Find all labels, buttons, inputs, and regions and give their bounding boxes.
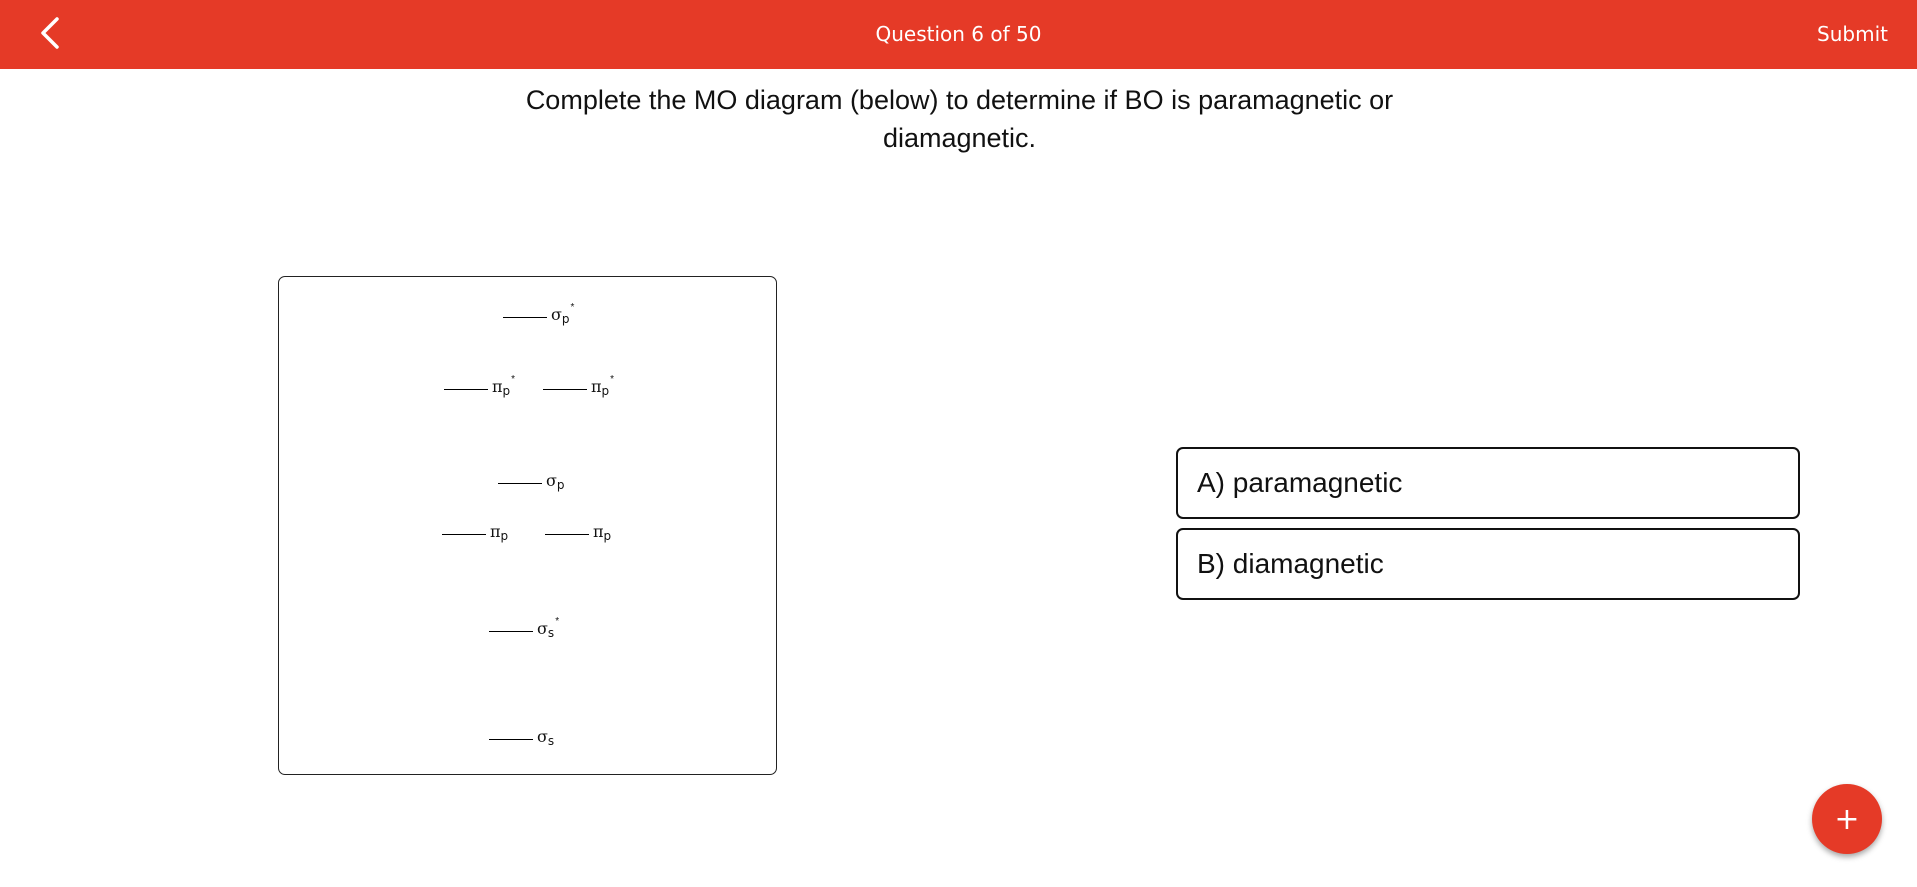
submit-button[interactable]: Submit [1817,22,1888,46]
option-a-button[interactable] [1176,447,1800,519]
question-text: Complete the MO diagram (below) to determine if BO is paramagnetic or diamagnetic. [525,85,1394,153]
plus-icon: + [1834,801,1860,837]
mo-level-line [489,739,533,740]
mo-level-pi-p-star-1[interactable]: π p * [444,379,515,395]
mo-level-pi-p-star-2[interactable]: π p * [543,379,614,395]
mo-level-sigma-p-star[interactable]: σ p * [503,307,574,323]
mo-level-pi-p-2[interactable]: π p [545,524,612,540]
mo-level-line [498,483,542,484]
mo-diagram [278,276,777,775]
option-label: B) diamagnetic [1197,548,1384,579]
mo-level-sigma-s[interactable]: σ s [489,729,555,745]
add-fab-button[interactable] [1812,784,1882,854]
mo-level-line [444,389,488,390]
mo-level-line [543,389,587,390]
mo-level-sigma-s-star[interactable]: σ s * [489,621,559,637]
option-label: A) paramagnetic [1197,467,1403,498]
mo-level-sigma-p[interactable]: σ p [498,473,566,489]
mo-level-line [545,534,589,535]
top-bar [0,0,1917,69]
option-b-button[interactable] [1176,528,1800,600]
mo-level-line [489,631,533,632]
page-title: Question 6 of 50 [875,22,1042,46]
mo-level-line [503,317,547,318]
mo-level-pi-p-1[interactable]: π p [442,524,509,540]
mo-level-line [442,534,486,535]
